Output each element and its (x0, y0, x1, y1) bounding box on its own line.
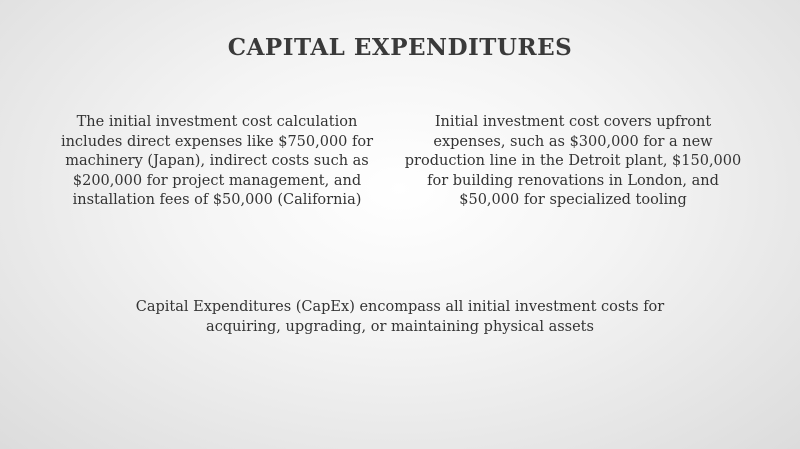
slide-title: CAPITAL EXPENDITURES (227, 34, 573, 61)
left-text-block: The initial investment cost calculation includes direct expenses like $750,000 for machinery (Japan), indirect costs such as $200,000 for project management, and installation fees of $50,000 (California) (60, 114, 374, 208)
summary-text-block: Capital Expenditures (CapEx) encompass all initial investment costs for acquiring, upgrading, or maintaining physical assets (135, 299, 665, 335)
right-text-block: Initial investment cost covers upfront expenses, such as $300,000 for a new production line in the Detroit plant, $150,000 for building renovations in London, and $50,000 for specialized tooling (404, 114, 742, 208)
